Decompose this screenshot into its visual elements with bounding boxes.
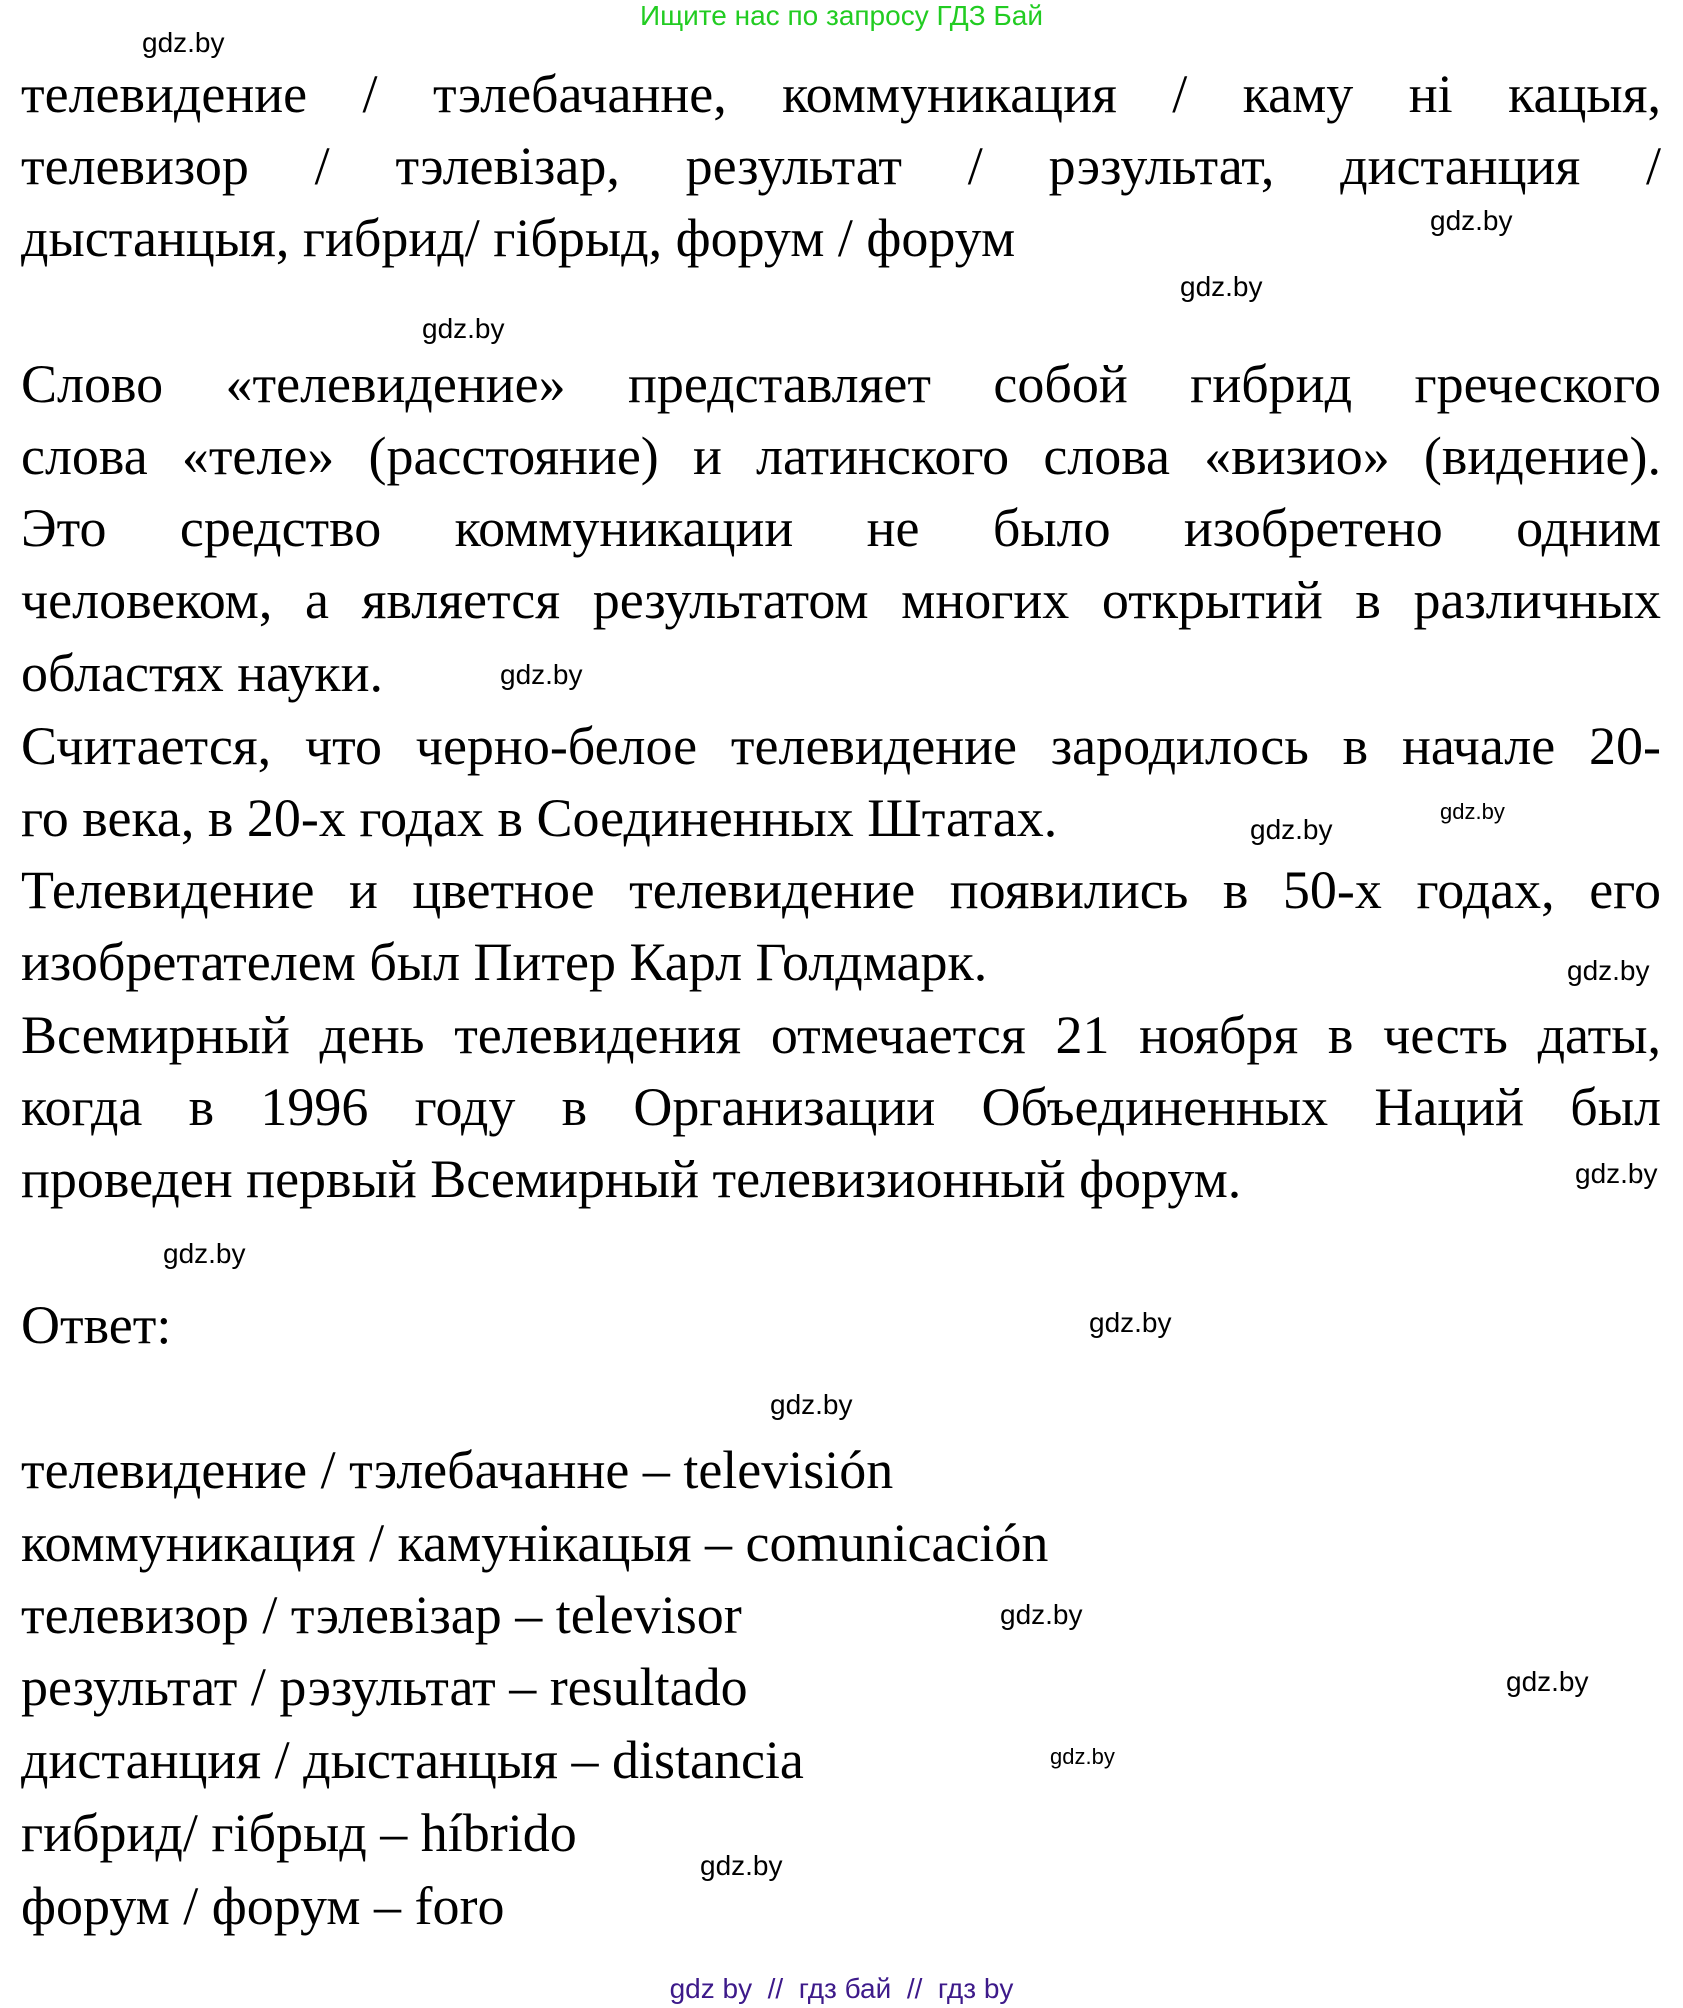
footer-links: gdz by // гдз бай // гдз by [669,1973,1014,2004]
watermark: gdz.by [1089,1307,1172,1338]
watermark: gdz.by [163,1238,246,1269]
paragraph-line: Слово «телевидение» представляет собой гибрид греческого [21,354,1661,414]
answer-line: коммуникация / камунікацыя – comunicación [21,1513,1049,1573]
watermark: gdz.by [1575,1158,1658,1189]
watermark: gdz.by [500,659,583,690]
answer-line: гибрид/ гібрыд – híbrido [21,1803,577,1863]
watermark: gdz.by [422,313,505,344]
intro-line: телевидение / тэлебачанне, коммуникация / каму ні кацыя, [21,64,1661,124]
watermark: gdz.by [142,27,225,58]
watermark: gdz.by [1506,1666,1589,1697]
search-hint-banner: Ищите нас по запросу ГДЗ Бай [639,0,1044,31]
watermark: gdz.by [1000,1599,1083,1630]
paragraph-line: когда в 1996 году в Организации Объединенных Наций был [21,1077,1661,1137]
paragraph-line: Телевидение и цветное телевидение появились в 50-х годах, его [21,860,1661,920]
intro-line: телевизор / тэлевізар, результат / рэзультат, дистанция / [21,136,1661,196]
answer-line: телевизор / тэлевізар – televisor [21,1585,742,1645]
answer-label: Ответ: [21,1295,172,1355]
paragraph-line: проведен первый Всемирный телевизионный форум. [21,1149,1242,1209]
paragraph-line: слова «теле» (расстояние) и латинского слова «визио» (видение). [21,426,1661,486]
paragraph-line: областях науки. [21,643,383,703]
watermark: gdz.by [1050,1744,1115,1769]
paragraph-line: Это средство коммуникации не было изобретено одним [21,498,1661,558]
paragraph-line: Считается, что черно-белое телевидение зародилось в начале 20- [21,716,1661,776]
watermark: gdz.by [1250,814,1333,845]
watermark: gdz.by [1567,955,1650,986]
paragraph-line: Всемирный день телевидения отмечается 21 ноября в честь даты, [21,1005,1661,1065]
paragraph-line: го века, в 20-х годах в Соединенных Штатах. [21,788,1058,848]
watermark: gdz.by [1430,205,1513,236]
watermark: gdz.by [700,1850,783,1881]
paragraph-line: человеком, а является результатом многих открытий в различных [21,570,1661,630]
intro-line: дыстанцыя, гибрид/ гібрыд, форум / форум [21,208,1016,268]
watermark: gdz.by [1440,799,1505,824]
answer-line: результат / рэзультат – resultado [21,1657,748,1717]
watermark: gdz.by [770,1389,853,1420]
paragraph-line: изобретателем был Питер Карл Голдмарк. [21,932,988,992]
answer-line: дистанция / дыстанцыя – distancia [21,1730,804,1790]
answer-line: форум / форум – foro [21,1876,505,1936]
watermark: gdz.by [1180,271,1263,302]
answer-line: телевидение / тэлебачанне – televisión [21,1440,894,1500]
